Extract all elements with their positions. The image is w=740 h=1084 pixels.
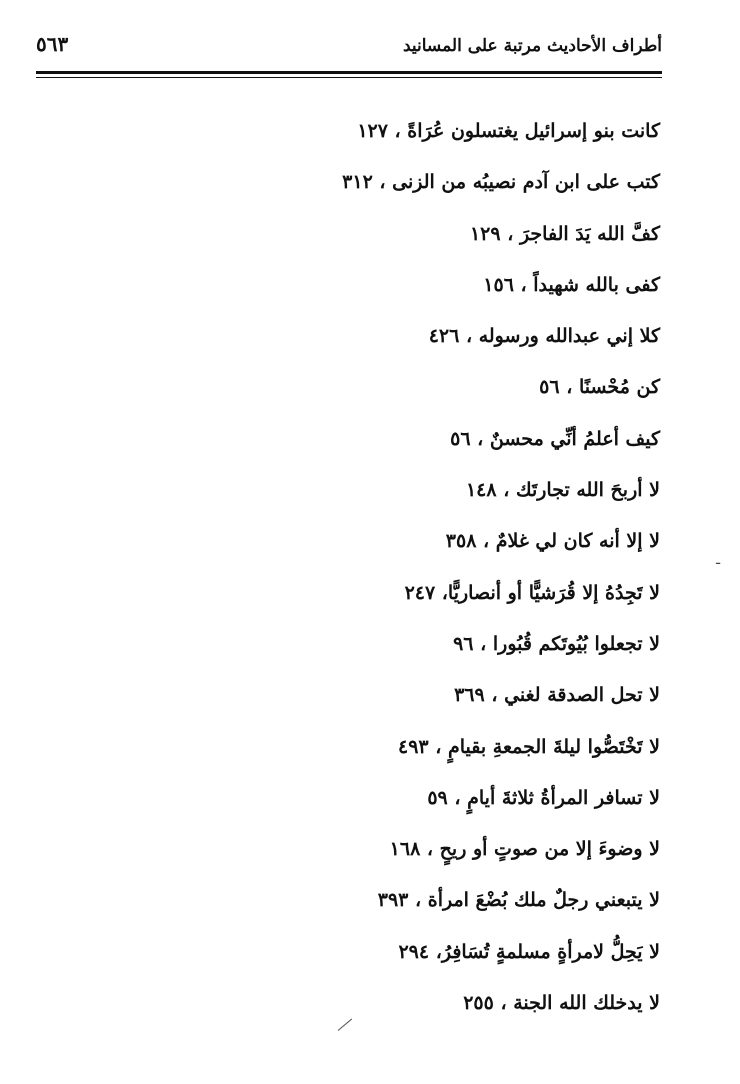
index-entry: لا تجعلوا بُيُوتَكم قُبُورا ، ٩٦ [453,632,660,655]
index-entry: لا وضوءَ إلا من صوتٍ أو ريحٍ ، ١٦٨ [389,838,660,861]
index-entry: لا يدخلك الله الجنة ، ٢٥٥ [463,992,660,1015]
index-entry: لا تَجِدُهُ إلا قُرَشيًّا أو أنصاريًّا، ٢٤٧ [404,581,660,604]
index-entry: لا تحل الصدقة لغني ، ٣٦٩ [454,684,660,707]
index-entry: كفَّ الله يَدَ الفاجرَ ، ١٢٩ [469,222,660,245]
page-header [36,22,662,66]
index-entry: كيف أعلمُ أنِّي محسنٌ ، ٥٦ [450,427,660,450]
index-entry: كفى بالله شهيداً ، ١٥٦ [483,273,660,296]
running-title: أطراف الأحاديث مرتبة على المسانيد [402,36,662,56]
index-entry: كتب على ابن آدم نصيبُه من الزنى ، ٣١٢ [342,171,660,194]
index-entry: كن مُحْسنًا ، ٥٦ [539,376,660,399]
index-entry: لا تَخْتَصُّوا ليلةَ الجمعةِ بقيامٍ ، ٤٩٣ [398,735,660,758]
index-entry: كانت بنو إسرائيل يغتسلون عُرَاةً ، ١٢٧ [357,120,660,142]
header-rule-thick [36,71,662,74]
index-entry: لا يَحِلُّ لامرأةٍ مسلمةٍ تُسَافِرُ، ٢٩٤ [398,940,660,963]
index-entry: كلا إني عبدالله ورسوله ، ٤٢٦ [428,325,660,348]
index-entry: لا إلا أنه كان لي غلامٌ ، ٣٥٨ [445,530,660,553]
header-rule-thin [36,77,662,78]
index-entry: لا تسافر المرأةُ ثلاثةَ أيامٍ ، ٥٩ [427,786,660,809]
index-entry: لا أربحَ الله تجارتَك ، ١٤٨ [465,479,660,502]
hadith-index-list [100,106,660,1029]
index-entry: لا يتبعني رجلٌ ملك بُضْعَ امرأة ، ٣٩٣ [377,889,660,912]
margin-mark: ـ [716,552,721,568]
page-number: ٥٦٣ [36,32,69,56]
